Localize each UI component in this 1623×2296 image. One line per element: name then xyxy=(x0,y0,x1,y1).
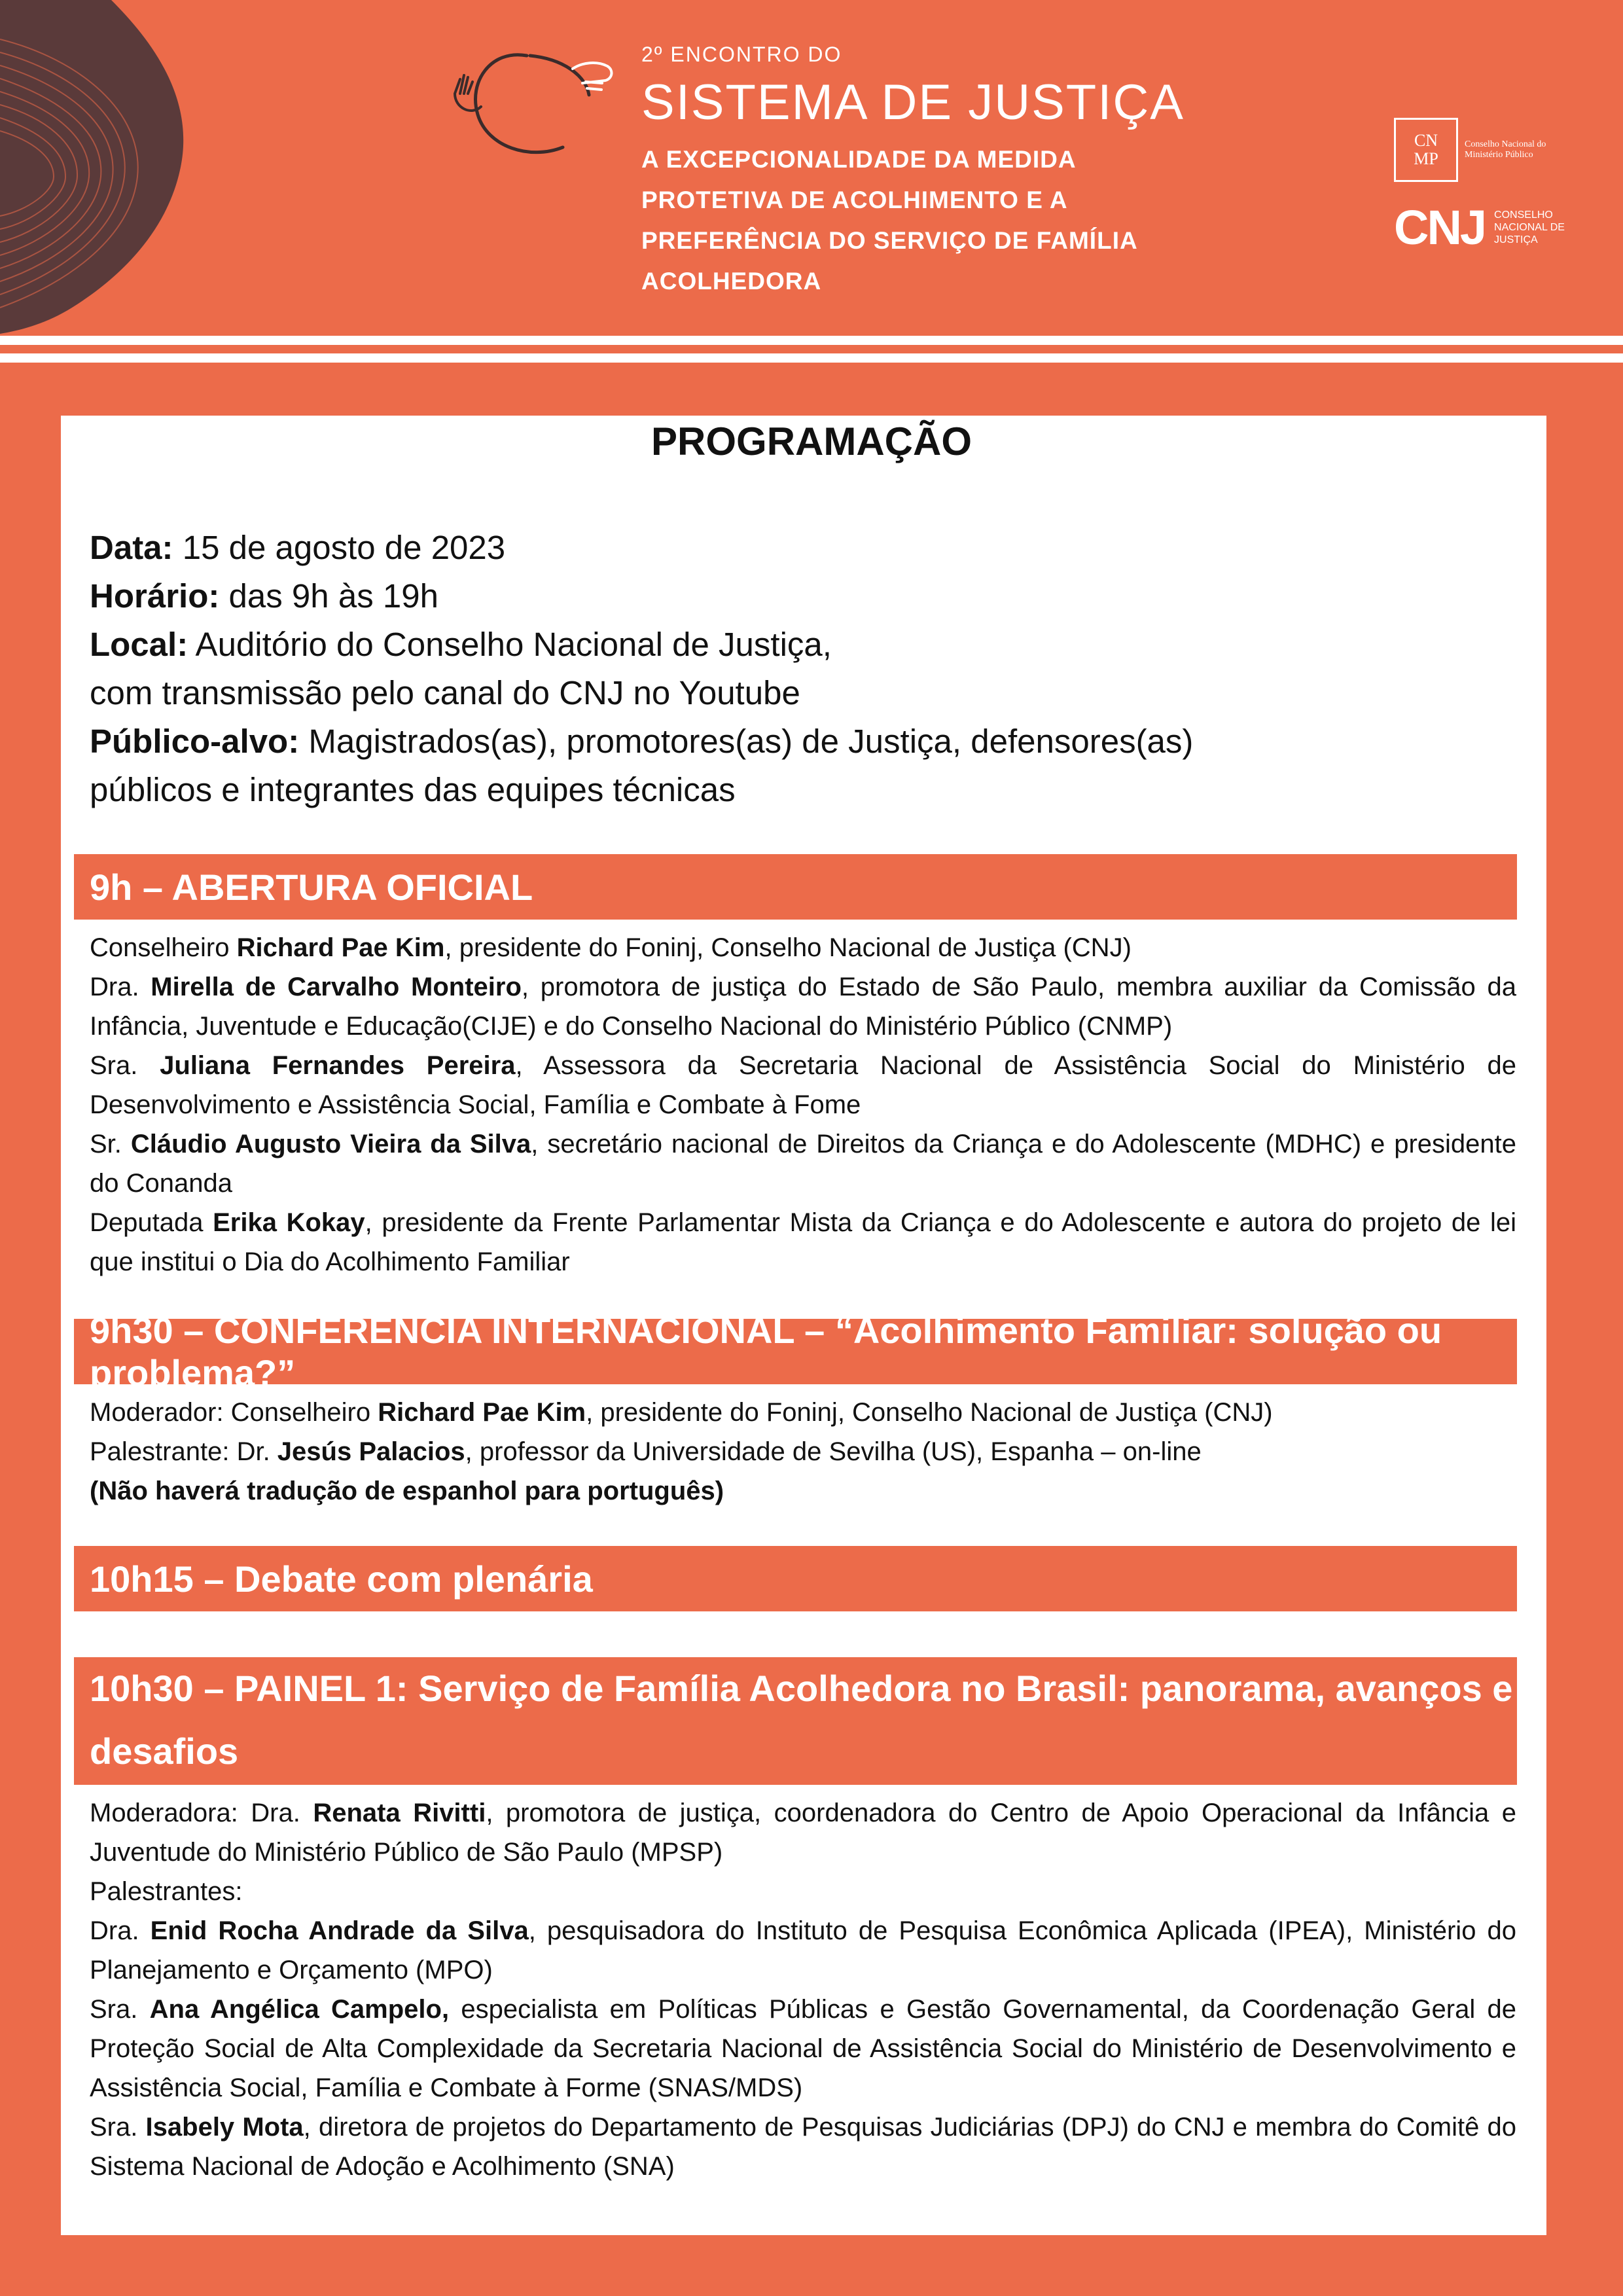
speaker-line: Deputada Erika Kokay, presidente da Frente Parlamentar Mista da Criança e do Adolescente e autora do projeto de lei que institui o Dia do Acolhimento Familiar xyxy=(90,1208,1516,1276)
divider-stripe xyxy=(0,353,1623,363)
cnmp-mark-top: CN xyxy=(1414,131,1438,150)
divider-stripe xyxy=(0,336,1623,345)
section-body-painel xyxy=(90,1793,1516,2186)
event-info xyxy=(90,524,1529,814)
info-time: Horário: das 9h às 19h xyxy=(90,577,438,615)
info-audience: Público-alvo: Magistrados(as), promotores(as) de Justiça, defensores(as) xyxy=(90,723,1194,760)
speaker-line: Conselheiro Richard Pae Kim, presidente do Foninj, Conselho Nacional de Justiça (CNJ) xyxy=(90,933,1132,962)
cnj-name: CONSELHO NACIONAL DE JUSTIÇA xyxy=(1494,209,1565,245)
section-heading-painel: 10h30 – PAINEL 1: Serviço de Família Acolhedora no Brasil: panorama, avanços e desafios xyxy=(74,1657,1517,1785)
cnj-logo xyxy=(1394,200,1573,255)
translation-note: (Não haverá tradução de espanhol para português) xyxy=(90,1477,724,1505)
speaker-line: Sr. Cláudio Augusto Vieira da Silva, secretário nacional de Direitos da Criança e do Adolescente (MDHC) e presidente do Conanda xyxy=(90,1130,1516,1198)
cnmp-name: Conselho Nacional do Ministério Público xyxy=(1465,139,1546,160)
speaker-line: Moderador: Conselheiro Richard Pae Kim, presidente do Foninj, Conselho Nacional de Justiça (CNJ) xyxy=(90,1398,1273,1427)
info-location: Local: Auditório do Conselho Nacional de Justiça, xyxy=(90,626,832,663)
info-location-cont: com transmissão pelo canal do CNJ no Youtube xyxy=(90,674,800,711)
section-body-abertura xyxy=(90,928,1516,1282)
speaker-line: Sra. Isabely Mota, diretora de projetos do Departamento de Pesquisas Judiciárias (DPJ) do CNJ e membra do Comitê do Sistema Nacional de Adoção e Acolhimento (SNA) xyxy=(90,2113,1516,2181)
speakers-label: Palestrantes: xyxy=(90,1877,243,1906)
speaker-line: Moderadora: Dra. Renata Rivitti, promotora de justiça, coordenadora do Centro de Apoio Operacional da Infância e Juventude do Ministério Público de São Paulo (MPSP) xyxy=(90,1799,1517,1867)
event-title: SISTEMA DE JUSTIÇA xyxy=(641,75,1185,130)
embrace-hands-icon xyxy=(452,43,622,167)
event-subtitle: A EXCEPCIONALIDADE DA MEDIDA PROTETIVA DE ACOLHIMENTO E A PREFERÊNCIA DO SERVIÇO DE FAMÍLIA ACOLHEDORA xyxy=(641,146,1137,295)
speaker-line: Sra. Juliana Fernandes Pereira, Assessora da Secretaria Nacional de Assistência Social do Ministério de Desenvolvimento e Assistência Social, Família e Combate à Fome xyxy=(90,1051,1516,1119)
section-heading-conferencia: 9h30 – CONFERÊNCIA INTERNACIONAL – “Acolhimento Familiar: solução ou problema?” xyxy=(74,1319,1517,1384)
info-date: Data: 15 de agosto de 2023 xyxy=(90,529,506,566)
section-heading-abertura: 9h – ABERTURA OFICIAL xyxy=(74,854,1517,920)
cnmp-logo xyxy=(1394,118,1556,182)
wave-lines-decoration xyxy=(0,0,196,334)
info-audience-cont: públicos e integrantes das equipes técnicas xyxy=(90,771,736,808)
program-title: PROGRAMAÇÃO xyxy=(651,420,972,463)
speaker-line: Dra. Enid Rocha Andrade da Silva, pesquisadora do Instituto de Pesquisa Econômica Aplicada (IPEA), Ministério do Planejamento e Orçamento (MPO) xyxy=(90,1916,1517,1984)
cnmp-mark xyxy=(1394,118,1458,182)
speaker-line: Sra. Ana Angélica Campelo, especialista em Políticas Públicas e Gestão Governamental, da Coordenação Geral de Proteção Social de Alta Complexidade da Secretaria Nacional de Assistência Social do Ministério de Desenvolvimento e Assistência Social, Família e Combate à Forme (SNAS/MDS) xyxy=(90,1995,1516,2102)
section-heading-debate: 10h15 – Debate com plenária xyxy=(74,1546,1517,1611)
section-body-conferencia xyxy=(90,1393,1516,1511)
cnj-mark: CNJ xyxy=(1394,200,1486,255)
speaker-line: Palestrante: Dr. Jesús Palacios, professor da Universidade de Sevilha (US), Espanha – on-line xyxy=(90,1437,1202,1466)
speaker-line: Dra. Mirella de Carvalho Monteiro, promotora de justiça do Estado de São Paulo, membra auxiliar da Comissão da Infância, Juventude e Educação(CIJE) e do Conselho Nacional do Ministério Público (CNMP) xyxy=(90,973,1516,1041)
event-edition: 2º ENCONTRO DO xyxy=(641,43,842,66)
event-header xyxy=(0,0,1623,334)
cnmp-mark-bottom: MP xyxy=(1414,149,1438,168)
